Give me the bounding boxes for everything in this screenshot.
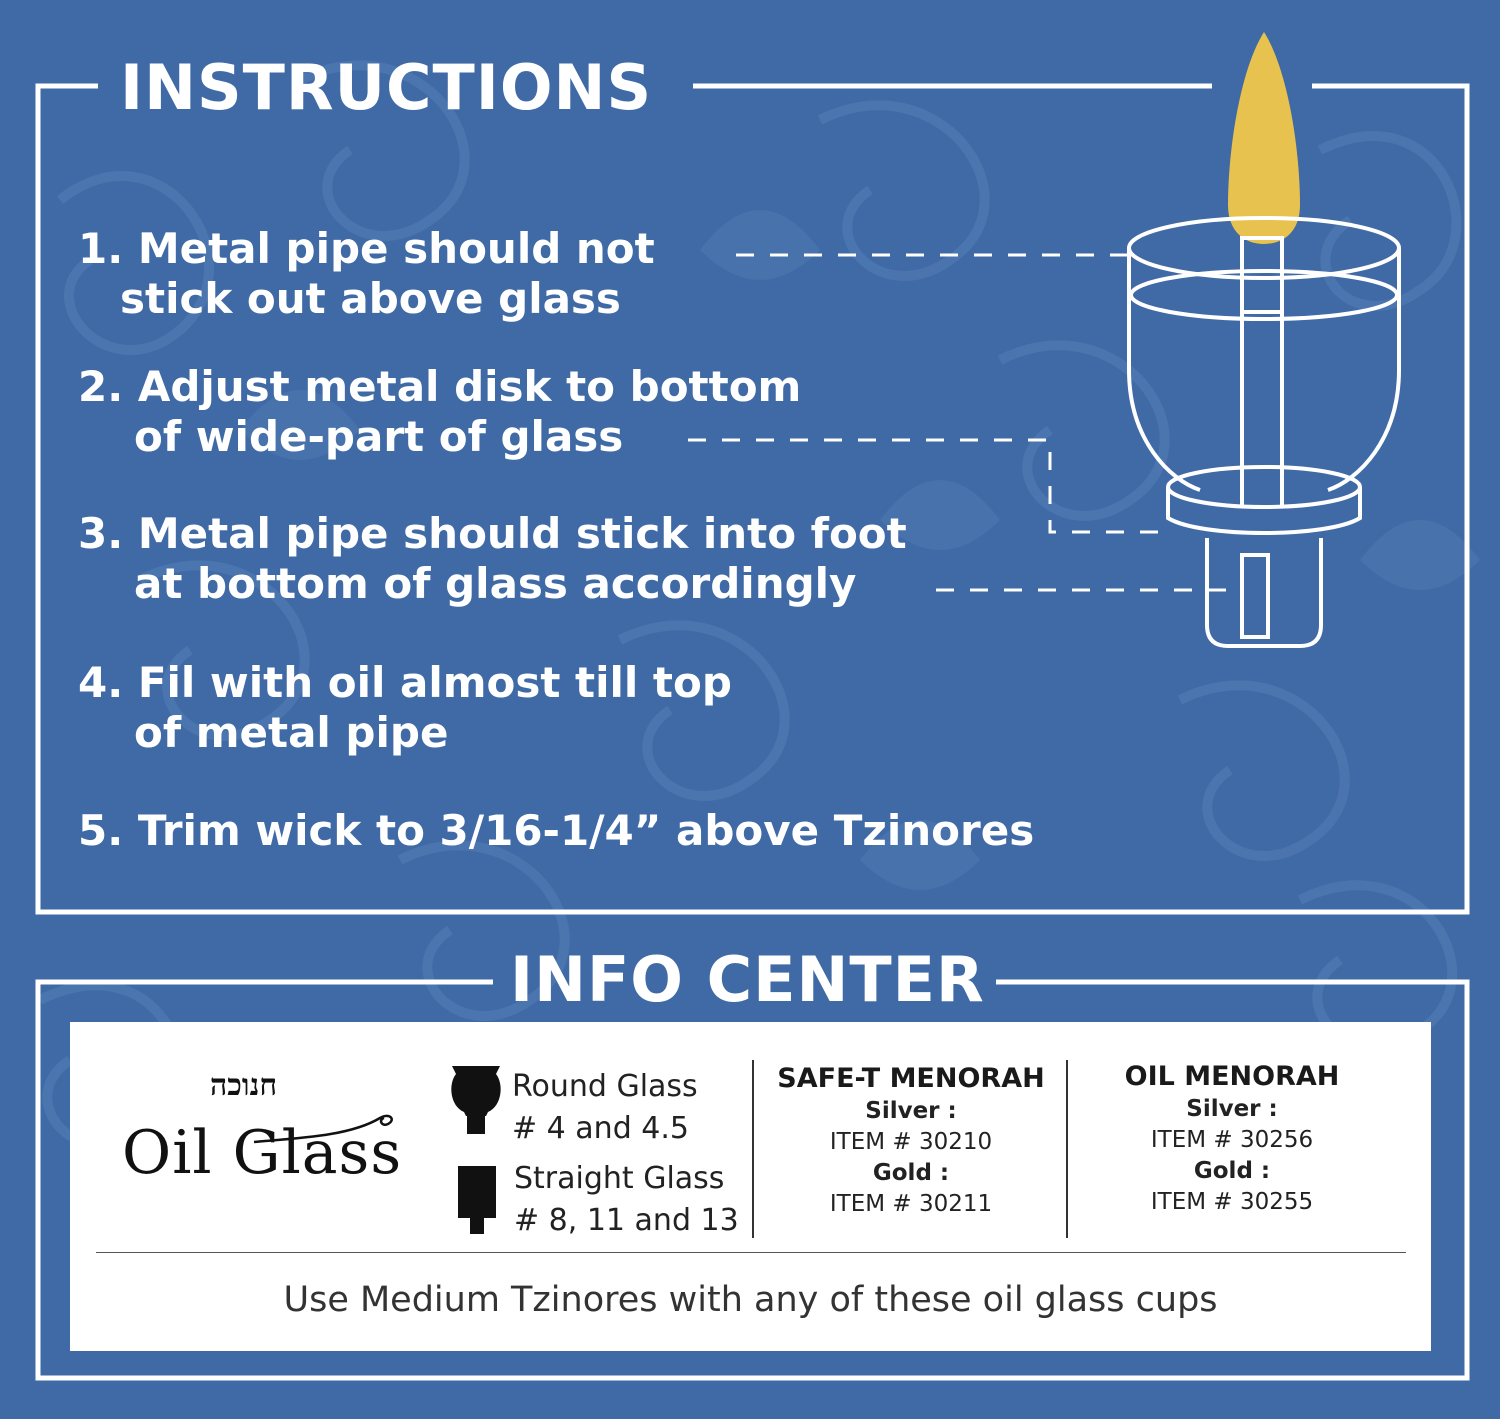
step-text-line1: Adjust metal disk to bottom — [137, 362, 802, 411]
step-number: 1. — [78, 224, 124, 273]
silver-label: Silver : — [865, 1098, 957, 1124]
instruction-step-2 — [78, 362, 801, 462]
round-glass-icon — [448, 1064, 504, 1136]
card-divider — [96, 1252, 1406, 1253]
menorah-title: SAFE-T MENORAH — [777, 1063, 1045, 1094]
info-center-title: INFO CENTER — [510, 943, 985, 1016]
silver-label: Silver : — [1186, 1096, 1278, 1122]
flame-icon — [1228, 32, 1300, 244]
oil-glass-icon — [1129, 218, 1399, 646]
step-number: 5. — [78, 806, 124, 855]
instruction-step-3 — [78, 509, 907, 609]
step-number: 2. — [78, 362, 124, 411]
instructions-title: INSTRUCTIONS — [120, 51, 653, 124]
column-divider — [752, 1060, 754, 1238]
step-text-line1: Metal pipe should stick into foot — [137, 509, 907, 558]
safe-t-menorah-info — [766, 1062, 1056, 1220]
logo-swash — [250, 1108, 400, 1148]
step-text-line1: Metal pipe should not — [137, 224, 655, 273]
glass-name: Straight Glass — [514, 1161, 725, 1196]
step-text-line2: stick out above glass — [120, 274, 621, 323]
gold-item-number: ITEM # 30255 — [1150, 1189, 1314, 1215]
glass-sizes: # 8, 11 and 13 — [514, 1203, 739, 1238]
step-text-line1: Fil with oil almost till top — [137, 658, 732, 707]
instruction-step-4 — [78, 658, 732, 758]
straight-glass-info — [514, 1158, 739, 1242]
tzinores-note: Use Medium Tzinores with any of these oil glass cups — [283, 1280, 1218, 1320]
step-text-line2: of wide-part of glass — [134, 412, 624, 461]
silver-item-number: ITEM # 30210 — [829, 1129, 993, 1155]
instruction-step-5 — [78, 806, 1034, 856]
step-number: 4. — [78, 658, 124, 707]
gold-label: Gold : — [1193, 1158, 1271, 1184]
round-glass-info — [512, 1066, 698, 1150]
straight-glass-icon — [454, 1164, 500, 1236]
gold-label: Gold : — [872, 1160, 950, 1186]
step-number: 3. — [78, 509, 124, 558]
logo-hebrew: חנוכה — [210, 1068, 278, 1103]
step-text-line2: of metal pipe — [134, 708, 449, 757]
oil-menorah-info — [1092, 1060, 1372, 1218]
column-divider — [1066, 1060, 1068, 1238]
instruction-step-1 — [78, 224, 655, 324]
step-text-line1: Trim wick to 3/16-1/4” above Tzinores — [137, 806, 1035, 855]
glass-sizes: # 4 and 4.5 — [512, 1111, 689, 1146]
step-text-line2: at bottom of glass accordingly — [134, 559, 857, 608]
oil-glass-logo: Oil Glass — [122, 1118, 403, 1188]
silver-item-number: ITEM # 30256 — [1150, 1127, 1314, 1153]
gold-item-number: ITEM # 30211 — [829, 1191, 993, 1217]
glass-name: Round Glass — [512, 1069, 698, 1104]
menorah-title: OIL MENORAH — [1124, 1061, 1340, 1092]
